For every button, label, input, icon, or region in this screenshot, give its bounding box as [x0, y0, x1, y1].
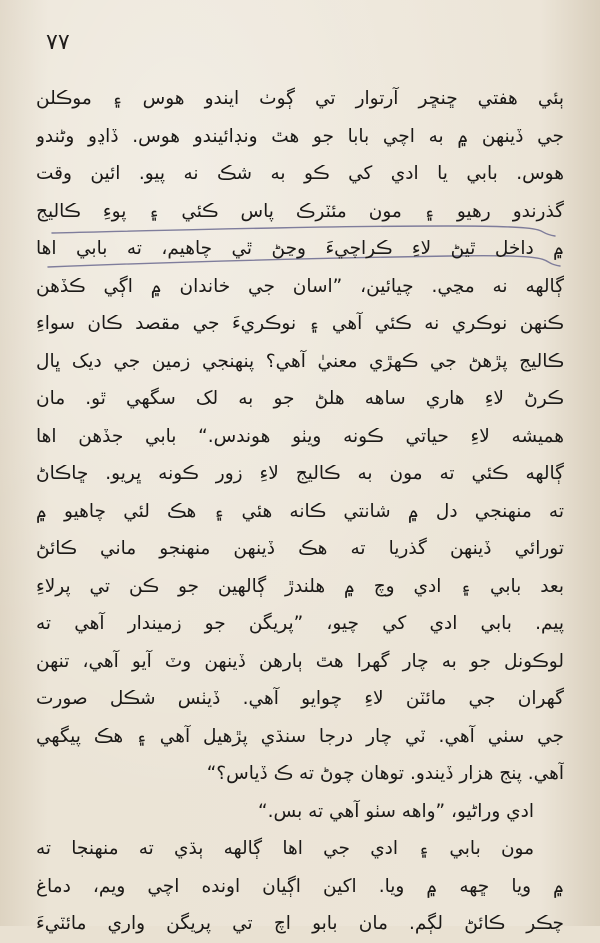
text-line-16: لوڪونل جو به چار گهرا هٿ ٻارهن ڏينهن وٽ آيو آهي، تنهن	[36, 650, 564, 672]
text-line-13: تورائي ڏينهن گذريا ته هڪ ڏينهن منهنجو ماني ڪائڻ	[36, 538, 564, 559]
text-line-10: هميشه لاءِ حياتي ڪونه ويٺو هوندس.“ بابي جڏهن اها	[36, 425, 564, 447]
text-line-17: گهران جي مائٽن لاءِ چوايو آهي. ڏيٺس شڪل صورت	[36, 688, 564, 709]
text-line-20: ادي وراڻيو، ”واهه سٺو آهي ته بس.“	[258, 800, 534, 822]
text-line-7: ڪنهن نوڪري نه ڪئي آهي ۽ نوڪريءَ جي مقصد ڪان سواءِ	[36, 313, 564, 334]
text-line-6: ڳالهه نه مڃي. چيائين، ”اسان جي خاندان ۾ اڳي ڪڏهن	[36, 275, 564, 297]
text-line-8: ڪاليج پڙهڻ جي ڪهڙي معنيٰ آهي؟ پنهنجي زمين جي ديک ڀال	[36, 350, 564, 372]
text-line-2: جي ڏينهن ۾ به اچي بابا جو هٿ ونڊائيندو هوس. ڏاڍو وڻندو	[36, 125, 564, 147]
text-line-14: بعد بابي ۽ ادي وچ ۾ هلندڙ ڳالهين جو ڪن تي پرلاءِ	[36, 575, 564, 597]
text-line-9: ڪرڻ لاءِ هاري ساهه هلڻ جو به لک سگهي ٿو. مان	[36, 388, 564, 409]
text-line-4: گذرندو رهيو ۽ مون مئٽرڪ پاس ڪئي ۽ پوءِ ڪاليج	[36, 200, 564, 222]
text-line-5: ۾ داخل ٿيڻ لاءِ ڪراچيءَ وڃڻ ٿي چاهيم، ته بابي اها	[36, 238, 564, 259]
text-line-11: ڳالهه ڪئي ته مون به ڪاليج لاءِ زور ڪونه ڀريو. ڇاڪاڻ	[36, 463, 564, 484]
text-line-22: ۾ ويا ڇهه ۾ ويا. اکين اڳيان اونده اچي ويم، دماغ	[36, 875, 564, 897]
text-line-21: مون بابي ۽ ادي جي اها ڳالهه ٻڌي ته منهنجا ته	[36, 838, 534, 859]
text-line-23: چڪر ڪائڻ لڳم. مان بابو اچ تي پريگن واري مائٽيءَ	[36, 913, 564, 934]
text-line-15: پيم. بابي ادي کي چيو، ”پريگن جو زميندار آهي ته	[36, 613, 564, 634]
body-text	[36, 80, 564, 943]
page-number: ٧٧	[46, 30, 70, 55]
text-line-3: هوس. بابي يا ادي کي ڪو به شڪ نه پيو. ائين وقت	[36, 163, 564, 184]
text-line-19: آهي. پنج هزار ڏيندو. توهان چوڻ ته ڪ ڏياس؟“	[206, 763, 564, 784]
text-line-1: ٻئي هفتي ڇنڇر آرتوار تي ڳوٺ ايندو هوس ۽ موڪلن	[36, 88, 564, 109]
text-line-18: جي سٺي آهي. ٽي چار درجا سنڌي پڙهيل آهي ۽ هڪ پيگهي	[36, 725, 564, 747]
text-line-12: ته منهنجي دل ۾ شانتي ڪانه هئي ۽ هڪ لئي چاهيو ۾	[36, 500, 564, 522]
